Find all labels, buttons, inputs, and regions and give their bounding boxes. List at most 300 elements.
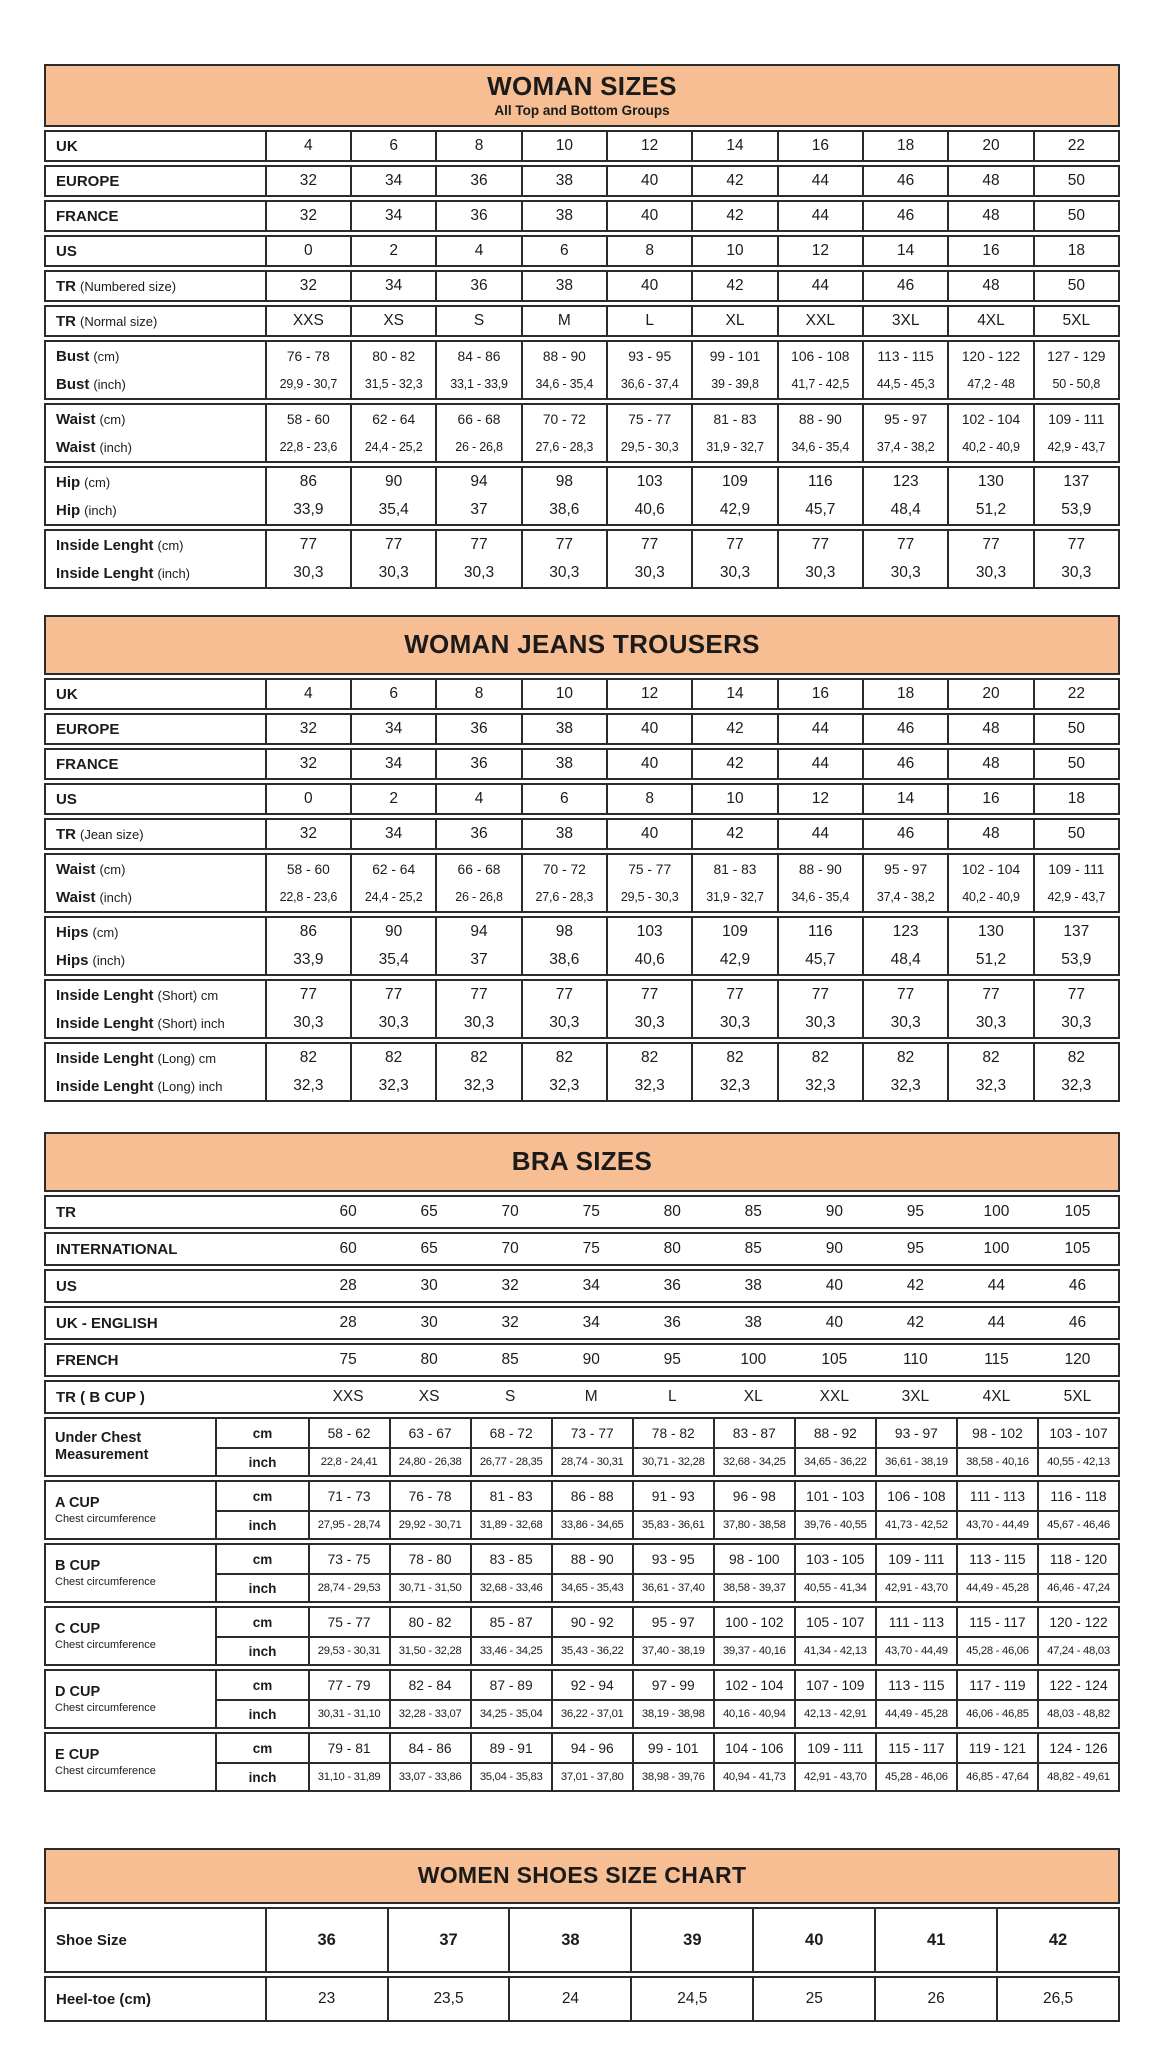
row-label-text: Bust [56, 375, 90, 393]
size-cell: 82 [435, 1044, 520, 1072]
size-cell: 81 - 83 [691, 855, 776, 883]
size-cell: 38,19 - 38,98 [632, 1699, 713, 1727]
size-cell: 30,3 [862, 1009, 947, 1037]
size-cell: 94 [435, 918, 520, 946]
size-cell: 120 [1064, 1351, 1091, 1368]
row-label-text: TR [56, 277, 76, 295]
size-cell: 77 [606, 531, 691, 559]
size-cell: 20 [947, 132, 1032, 160]
table-row [46, 1072, 1118, 1100]
table-row [46, 1308, 1118, 1338]
size-cell: 42 [906, 1277, 924, 1294]
row-label-sub: (inch) [157, 565, 191, 581]
table-title: WOMAN JEANS TROUSERS [404, 629, 760, 659]
size-cell: 70 - 72 [521, 855, 606, 883]
row-label [46, 1044, 265, 1072]
size-cell: 12 [777, 237, 862, 265]
size-cell: 80 [420, 1351, 438, 1368]
row-label [46, 1197, 308, 1227]
size-cell: 123 [862, 468, 947, 496]
size-cell: 42,9 - 43,7 [1033, 883, 1118, 911]
size-cell: 90 [582, 1351, 600, 1368]
bra-cup-group [44, 1606, 1120, 1666]
row-label [46, 1545, 215, 1601]
table-row [46, 307, 1118, 335]
size-cell: 103 [606, 468, 691, 496]
size-cell: 113 - 115 [862, 342, 947, 370]
size-cell: 32,68 - 34,25 [713, 1447, 794, 1475]
row-label-text: Inside Lenght [56, 1077, 154, 1095]
size-cell: 102 - 104 [947, 855, 1032, 883]
size-cell: 32,3 [350, 1072, 435, 1100]
size-cell: 36,22 - 37,01 [551, 1699, 632, 1727]
row-label-text: B CUP [55, 1557, 101, 1574]
bra-cup-group [44, 1480, 1120, 1540]
size-cell: 16 [777, 680, 862, 708]
size-cell: 85 [744, 1203, 762, 1220]
row-group [44, 1232, 1120, 1266]
row-group [44, 1042, 1120, 1102]
row-label-text: US [56, 790, 77, 808]
size-cell: 31,9 - 32,7 [691, 433, 776, 461]
size-cell: 31,10 - 31,89 [308, 1762, 389, 1790]
size-cell: 44 [777, 750, 862, 778]
size-cell: 38 [744, 1314, 762, 1331]
size-cell: 4 [435, 237, 520, 265]
size-cell: 77 [947, 531, 1032, 559]
table-title: WOMAN SIZES [487, 71, 677, 101]
size-cell: 82 [1033, 1044, 1118, 1072]
size-cell: 6 [350, 680, 435, 708]
row-label-sub: (cm) [99, 861, 126, 877]
table-row [46, 496, 1118, 524]
size-cell: 53,9 [1033, 946, 1118, 974]
row-label [46, 1909, 265, 1971]
size-cell: 30,3 [521, 559, 606, 587]
size-cell: 30,3 [1033, 1009, 1118, 1037]
size-cell: 10 [691, 785, 776, 813]
row-label-text: Hips [56, 951, 89, 969]
size-cell: 100 - 102 [713, 1608, 794, 1636]
size-cell: 32 [265, 750, 350, 778]
woman-sizes-table [44, 64, 1120, 589]
size-cell: 4 [265, 132, 350, 160]
size-cell: 50 [1033, 167, 1118, 195]
size-cell: 42,13 - 42,91 [794, 1699, 875, 1727]
size-cell: 27,95 - 28,74 [308, 1510, 389, 1538]
size-cell: 48 [947, 820, 1032, 848]
row-label [46, 405, 265, 433]
size-cell: 45,28 - 46,06 [956, 1636, 1037, 1664]
size-cell: 44 [987, 1314, 1006, 1331]
size-cell: 48 [947, 202, 1032, 230]
size-cell: 77 [350, 531, 435, 559]
size-cell: 68 - 72 [470, 1419, 551, 1447]
size-cell: 77 [521, 531, 606, 559]
size-cell: 45,67 - 46,46 [1037, 1510, 1118, 1538]
size-cell: L [667, 1388, 677, 1405]
size-cell: 50 [1033, 202, 1118, 230]
row-label [46, 1671, 215, 1727]
bra-cup-group [44, 1732, 1120, 1792]
row-label-text: Waist [56, 888, 96, 906]
size-cell: 44 [777, 715, 862, 743]
size-cell: XS [350, 307, 435, 335]
size-cell: 4 [435, 785, 520, 813]
row-label-text: TR [56, 1203, 76, 1221]
row-label-text: FRENCH [56, 1351, 119, 1369]
size-cell: 22,8 - 23,6 [265, 433, 350, 461]
row-label [46, 1345, 308, 1375]
size-cell: 70 [501, 1240, 519, 1257]
size-cell: 116 [777, 918, 862, 946]
row-label [46, 785, 265, 813]
row-group [44, 1306, 1120, 1340]
size-cell: 2 [350, 785, 435, 813]
size-cell: 40,55 - 42,13 [1037, 1447, 1118, 1475]
size-cell: 88 - 90 [521, 342, 606, 370]
size-cell: 3XL [901, 1388, 930, 1405]
size-cell: S [435, 307, 520, 335]
row-label [46, 820, 265, 848]
size-cell: 89 - 91 [470, 1734, 551, 1762]
size-cell: 37,4 - 38,2 [862, 883, 947, 911]
bra-cup-group [44, 1417, 1120, 1477]
row-label-text: INTERNATIONAL [56, 1240, 178, 1258]
size-cell: 36 [435, 820, 520, 848]
size-cell: 105 [1064, 1240, 1091, 1257]
size-cell: 77 [1033, 981, 1118, 1009]
size-cell: 33,46 - 34,25 [470, 1636, 551, 1664]
size-cell: 18 [862, 132, 947, 160]
size-cell: 33,9 [265, 946, 350, 974]
size-cell: 88 - 92 [794, 1419, 875, 1447]
unit-label: inch [215, 1447, 307, 1475]
size-cell: 78 - 80 [389, 1545, 470, 1573]
size-cell: 18 [1033, 785, 1118, 813]
row-label [46, 1978, 265, 2020]
size-cell: 6 [521, 785, 606, 813]
row-label-text: TR [56, 312, 76, 330]
size-cell: 10 [521, 680, 606, 708]
size-cell: 46 [862, 202, 947, 230]
size-cell: 82 [862, 1044, 947, 1072]
size-cell: 38,6 [521, 946, 606, 974]
row-label-text: Under Chest Measurement [55, 1430, 149, 1463]
size-cell: 105 [821, 1351, 848, 1368]
row-label-text: Shoe Size [56, 1931, 127, 1949]
size-cell: 58 - 62 [308, 1419, 389, 1447]
size-cell: 116 [777, 468, 862, 496]
row-label-sub: Chest circumference [55, 1639, 156, 1652]
row-label-text: A CUP [55, 1494, 100, 1511]
size-cell: 36 [435, 167, 520, 195]
size-cell: 31,89 - 32,68 [470, 1510, 551, 1538]
row-group [44, 783, 1120, 815]
unit-label: inch [215, 1762, 307, 1790]
size-cell: 35,43 - 36,22 [551, 1636, 632, 1664]
size-cell: XXL [777, 307, 862, 335]
size-cell: 88 - 90 [777, 855, 862, 883]
size-cell: 46,06 - 46,85 [956, 1699, 1037, 1727]
unit-label: cm [215, 1734, 307, 1762]
row-label-sub: (cm) [157, 537, 184, 553]
size-cell: 37,40 - 38,19 [632, 1636, 713, 1664]
size-cell: 38,6 [521, 496, 606, 524]
row-label [46, 1308, 308, 1338]
size-cell: 47,2 - 48 [947, 370, 1032, 398]
size-cell: 35,83 - 36,61 [632, 1510, 713, 1538]
row-label [46, 1482, 215, 1538]
size-cell: 90 [350, 918, 435, 946]
size-cell: 70 - 72 [521, 405, 606, 433]
size-cell: 48 [947, 272, 1032, 300]
size-cell: 22,8 - 24,41 [308, 1447, 389, 1475]
size-cell: 34,6 - 35,4 [777, 883, 862, 911]
row-label-sub: Chest circumference [55, 1765, 156, 1778]
size-cell: 75 - 77 [606, 855, 691, 883]
size-cell: 34,65 - 36,22 [794, 1447, 875, 1475]
size-cell: 109 [691, 468, 776, 496]
size-cell: 22,8 - 23,6 [265, 883, 350, 911]
row-label-text: Bust [56, 347, 90, 365]
size-cell: 48,82 - 49,61 [1037, 1762, 1118, 1790]
row-group [44, 1976, 1120, 2022]
row-group [44, 130, 1120, 162]
shoes-table [44, 1848, 1120, 2022]
size-cell: XXS [265, 307, 350, 335]
size-cell: 34 [350, 202, 435, 230]
table-row [46, 531, 1118, 559]
size-cell: 42 [691, 272, 776, 300]
row-label [46, 1382, 308, 1412]
row-label-sub: Chest circumference [55, 1513, 156, 1526]
size-cell: 101 - 103 [794, 1482, 875, 1510]
row-label-text: EUROPE [56, 720, 120, 738]
bra-sizes-table [44, 1132, 1120, 1792]
size-cell: 123 [862, 918, 947, 946]
row-group [44, 305, 1120, 337]
row-label-sub: (Short) inch [157, 1015, 225, 1031]
size-cell: 65 [420, 1203, 438, 1220]
row-label-sub: (Long) inch [157, 1078, 223, 1094]
size-cell: 38 [521, 167, 606, 195]
size-cell: 90 [350, 468, 435, 496]
size-cell: 46 [862, 272, 947, 300]
size-cell: 46,85 - 47,64 [956, 1762, 1037, 1790]
size-cell: 77 [777, 981, 862, 1009]
row-group [44, 748, 1120, 780]
size-cell: 40 [606, 202, 691, 230]
size-cell: 63 - 67 [389, 1419, 470, 1447]
size-cell: 109 - 111 [875, 1545, 956, 1573]
size-cell: 95 [906, 1240, 924, 1257]
size-cell: 37,01 - 37,80 [551, 1762, 632, 1790]
size-cell: 77 [947, 981, 1032, 1009]
size-cell: 44 [777, 167, 862, 195]
row-label-sub: (Long) cm [157, 1050, 217, 1066]
size-cell: XXS [332, 1388, 364, 1405]
size-cell: 77 [1033, 531, 1118, 559]
size-cell: 41,7 - 42,5 [777, 370, 862, 398]
row-label-sub: (inch) [93, 376, 126, 392]
table-row [46, 272, 1118, 300]
size-cell: 77 [265, 981, 350, 1009]
size-cell: XL [743, 1388, 763, 1405]
size-cell: 38 [508, 1909, 630, 1971]
size-cell: 30 [420, 1314, 438, 1331]
size-cell: 102 - 104 [947, 405, 1032, 433]
size-cell: 30,31 - 31,10 [308, 1699, 389, 1727]
row-label [46, 1734, 215, 1790]
size-cell: 95 - 97 [862, 855, 947, 883]
unit-label: cm [215, 1482, 307, 1510]
size-cell: 28 [339, 1277, 357, 1294]
size-cell: 30,3 [1033, 559, 1118, 587]
size-cell: 4XL [982, 1388, 1011, 1405]
table-row [46, 1271, 1118, 1301]
size-cell: 103 - 107 [1037, 1419, 1118, 1447]
size-cell: 44,49 - 45,28 [875, 1699, 956, 1727]
size-cell: 30,3 [947, 1009, 1032, 1037]
size-cell: 16 [777, 132, 862, 160]
size-cell: 104 - 106 [713, 1734, 794, 1762]
size-cell: 36 [435, 750, 520, 778]
row-label [46, 1608, 215, 1664]
size-cell: 30,3 [777, 1009, 862, 1037]
size-cell: 77 [435, 531, 520, 559]
size-cell: 50 [1033, 750, 1118, 778]
size-cell: 130 [947, 468, 1032, 496]
size-cell: 60 [339, 1240, 357, 1257]
size-cell: 34,65 - 35,43 [551, 1573, 632, 1601]
size-cell: 42 [906, 1314, 924, 1331]
size-cell: 14 [691, 680, 776, 708]
size-cell: 82 [777, 1044, 862, 1072]
table-row [46, 132, 1118, 160]
size-cell: 26 - 26,8 [435, 433, 520, 461]
size-cell: 5XL [1033, 307, 1118, 335]
row-group [44, 713, 1120, 745]
size-cell: 113 - 115 [875, 1671, 956, 1699]
size-cell: 16 [947, 237, 1032, 265]
size-cell: 32 [265, 202, 350, 230]
table-row [46, 946, 1118, 974]
size-cell: 100 [983, 1203, 1010, 1220]
size-cell: 0 [265, 785, 350, 813]
size-cell: 32,3 [521, 1072, 606, 1100]
table-row [46, 750, 1118, 778]
size-cell: 40,6 [606, 946, 691, 974]
size-cell: 105 [1064, 1203, 1091, 1220]
size-cell: 66 - 68 [435, 855, 520, 883]
table-row [46, 405, 1118, 433]
table-row [46, 1044, 1118, 1072]
size-cell: 93 - 95 [632, 1545, 713, 1573]
size-cell: 38,58 - 39,37 [713, 1573, 794, 1601]
row-label [46, 370, 265, 398]
size-cell: 80 [663, 1240, 681, 1257]
size-cell: M [521, 307, 606, 335]
size-cell: 82 [691, 1044, 776, 1072]
size-cell: 77 [606, 981, 691, 1009]
size-cell: 66 - 68 [435, 405, 520, 433]
size-cell: S [504, 1388, 516, 1405]
size-cell: XXL [819, 1388, 849, 1405]
size-cell: 103 - 105 [794, 1545, 875, 1573]
size-cell: 79 - 81 [308, 1734, 389, 1762]
table-row [46, 342, 1118, 370]
size-cell: 32,3 [862, 1072, 947, 1100]
size-cell: 42,91 - 43,70 [794, 1762, 875, 1790]
size-cell: 83 - 85 [470, 1545, 551, 1573]
size-cell: 26,77 - 28,35 [470, 1447, 551, 1475]
size-cell: 111 - 113 [956, 1482, 1037, 1510]
row-label-text: Hips [56, 923, 89, 941]
row-label [46, 433, 265, 461]
size-cell: 33,86 - 34,65 [551, 1510, 632, 1538]
size-cell: 30,3 [777, 559, 862, 587]
row-label-text: Inside Lenght [56, 1049, 154, 1067]
size-cell: 58 - 60 [265, 405, 350, 433]
size-cell: 103 [606, 918, 691, 946]
size-cell: 77 [350, 981, 435, 1009]
row-group [44, 1195, 1120, 1229]
size-cell: 51,2 [947, 946, 1032, 974]
size-cell: 94 [435, 468, 520, 496]
size-cell: 30,3 [521, 1009, 606, 1037]
size-cell: 77 [691, 531, 776, 559]
row-label [46, 1271, 308, 1301]
size-cell: 36 [435, 715, 520, 743]
size-cell: 96 - 98 [713, 1482, 794, 1510]
size-cell: 34 [350, 272, 435, 300]
size-cell: 12 [777, 785, 862, 813]
size-cell: 38 [521, 272, 606, 300]
size-cell: 3XL [862, 307, 947, 335]
size-cell: 88 - 90 [551, 1545, 632, 1573]
row-label-text: Inside Lenght [56, 564, 154, 582]
size-cell: 42 [996, 1909, 1118, 1971]
size-cell: 42 [691, 202, 776, 230]
size-cell: 95 [906, 1203, 924, 1220]
size-cell: 88 - 90 [777, 405, 862, 433]
size-cell: 109 [691, 918, 776, 946]
size-cell: 30 [420, 1277, 438, 1294]
table-body [44, 1195, 1120, 1414]
unit-label: inch [215, 1636, 307, 1664]
unit-label: cm [215, 1671, 307, 1699]
row-group [44, 529, 1120, 589]
size-cell: 40 [606, 167, 691, 195]
size-cell: 85 - 87 [470, 1608, 551, 1636]
size-cell: 42,9 [691, 496, 776, 524]
size-cell: 75 [339, 1351, 357, 1368]
row-group [44, 403, 1120, 463]
size-cell: 47,24 - 48,03 [1037, 1636, 1118, 1664]
size-cell: 48 [947, 167, 1032, 195]
table-row [46, 1978, 1118, 2020]
size-cell: 44 [987, 1277, 1006, 1294]
size-cell: 30,3 [435, 559, 520, 587]
size-cell: 30,3 [947, 559, 1032, 587]
size-cell: L [606, 307, 691, 335]
size-cell: 51,2 [947, 496, 1032, 524]
size-cell: 99 - 101 [632, 1734, 713, 1762]
size-cell: 30,3 [350, 559, 435, 587]
size-cell: 120 - 122 [947, 342, 1032, 370]
size-cell: 75 - 77 [606, 405, 691, 433]
